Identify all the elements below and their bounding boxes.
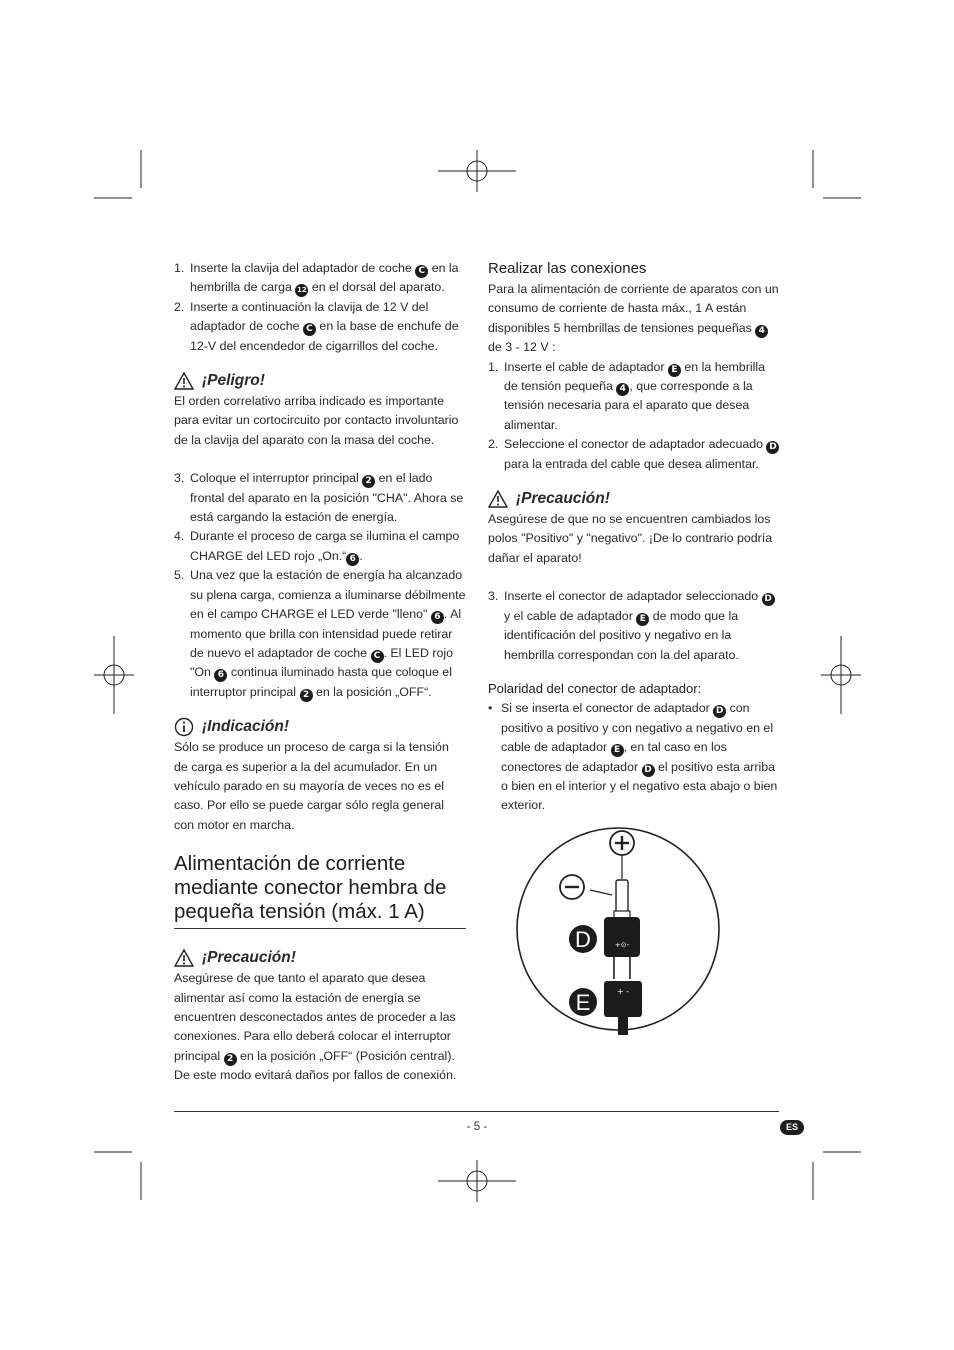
indicacion-heading: ¡Indicación! [174,716,466,738]
badge-4: 4 [616,383,629,396]
badge-c: C [415,265,428,278]
precaucion-heading: ¡Precaución! [488,488,780,510]
precaucion-text: Asegúrese de que tanto el aparato que desea alimentar así como la estación de energía se encuentren desconectados antes de proceder a las conexiones. Para ello deberá colocar el interruptor principal 2 en la posición „OFF“ (Posición central). De este modo evitará daños por fallos de conexión. [174,971,457,1083]
list-item: 3. Inserte el conector de adaptador seleccionado D y el cable de adaptador E de modo que la identificación del positivo y negativo en la hembrilla correspondan con la del aparato. [488,587,780,665]
warning-icon [488,490,508,508]
badge-2: 2 [362,475,375,488]
list-item: 2. Inserte a continuación la clavija de 12 V del adaptador de coche C en la base de enchufe de 12-V del encendedor de cigarrillos del coche. [174,299,459,353]
label-d [569,925,597,953]
badge-d: D [713,705,726,718]
badge-d: D [762,593,775,606]
badge-e: E [611,744,624,757]
info-icon [174,717,194,737]
minus-icon [560,875,584,899]
minus-leader-line [590,890,612,895]
badge-e: E [668,364,681,377]
badge-4: 4 [755,325,768,338]
svg-text:E: E [575,990,591,1015]
list-item: 5. Una vez que la estación de energía ha alcanzado su plena carga, comienza a iluminarse débilmente en el campo CHARGE el LED verde "lleno" 6 . Al momento que brilla con intensidad puede retirar de nuevo el adaptador de coche C . El LED rojo "On 6 continua iluminado hasta que coloque el interruptor principal 2 en la posición „OFF“. [174,568,466,700]
precaucion-text: Asegúrese de que no se encuentren cambiados los polos "Positivo" y "negativo". ¡De lo contrario podría dañar el aparato! [488,512,773,565]
svg-text:+ -: + - [616,987,630,996]
precaucion-heading: ¡Precaución! [174,947,466,969]
svg-text:D: D [575,927,591,952]
warning-icon [174,949,194,967]
warning-icon [174,372,194,390]
page-number: - 5 - [466,1121,488,1133]
polaridad-heading: Polaridad del conector de adaptador: [488,680,702,696]
badge-d: D [642,764,655,777]
badge-6: 6 [346,553,359,566]
right-column [488,259,780,816]
badge-6: 6 [431,611,444,624]
badge-6: 6 [214,669,227,682]
footer-rule [174,1111,779,1112]
list-item: 4. Durante el proceso de carga se ilumina el campo CHARGE del LED rojo „On.“ 6 . [174,529,460,564]
section-heading: Realizar las conexiones [488,260,647,277]
peligro-heading: ¡Peligro! [174,370,466,392]
badge-c: C [371,650,384,663]
badge-2: 2 [224,1053,237,1066]
list-item: 2. Seleccione el conector de adaptador adecuado D para la entrada del cable que desea alimentar. [488,435,780,474]
badge-12: 12 [295,284,308,297]
peligro-text: El orden correlativo arriba indicado es importante para evitar un cortocircuito por contacto involuntario de la clavija del aparato con la masa del coche. [174,394,459,447]
cable-socket [604,981,642,1035]
polarity-diagram [516,823,720,1039]
badge-e: E [636,613,649,626]
left-column [174,259,466,1086]
badge-d: D [766,441,779,454]
svg-text:+⊙-: +⊙- [614,941,630,949]
language-badge: ES [780,1120,804,1135]
list-item: 1. Inserte la clavija del adaptador de coche C en la hembrilla de carga 12 en el dorsal del aparato. [174,259,466,298]
indicacion-text: Sólo se produce un proceso de carga si la tensión de carga es superior a la del acumulador. En un vehículo parado en su mayoría de veces no es el caso. Por ello se puede cargar sólo regla general con motor en marcha. [174,740,449,832]
list-item: 3. Coloque el interruptor principal 2 en el lado frontal del aparato en la posición "CHA". Ahora se está cargando la estación de energía. [174,471,464,525]
plus-icon [610,831,634,855]
intro-text: Para la alimentación de corriente de aparatos con un consumo de corriente de hasta máx., 1 A están disponibles 5 hembrillas de tensiones pequeñas 4 de 3 - 12 V : [488,282,779,355]
badge-2: 2 [300,689,313,702]
label-e [569,988,597,1016]
section-heading: Alimentación de corriente mediante conector hembra de pequeña tensión (máx. 1 A) [174,852,466,929]
bullet-item: • Si se inserta el conector de adaptador D con positivo a positivo y con negativo a negativo en el cable de adaptador E , en tal caso en los conectores de adaptador D el positivo esta arriba o bien en el interior y el negativo esta abajo o bien exterior. [488,701,778,813]
list-item: 1. Inserte el cable de adaptador E en la hembrilla de tensión pequeña 4 , que corresponde a la tensión necesaria para el aparato que desea alimentar. [488,359,765,432]
badge-c: C [303,323,316,336]
